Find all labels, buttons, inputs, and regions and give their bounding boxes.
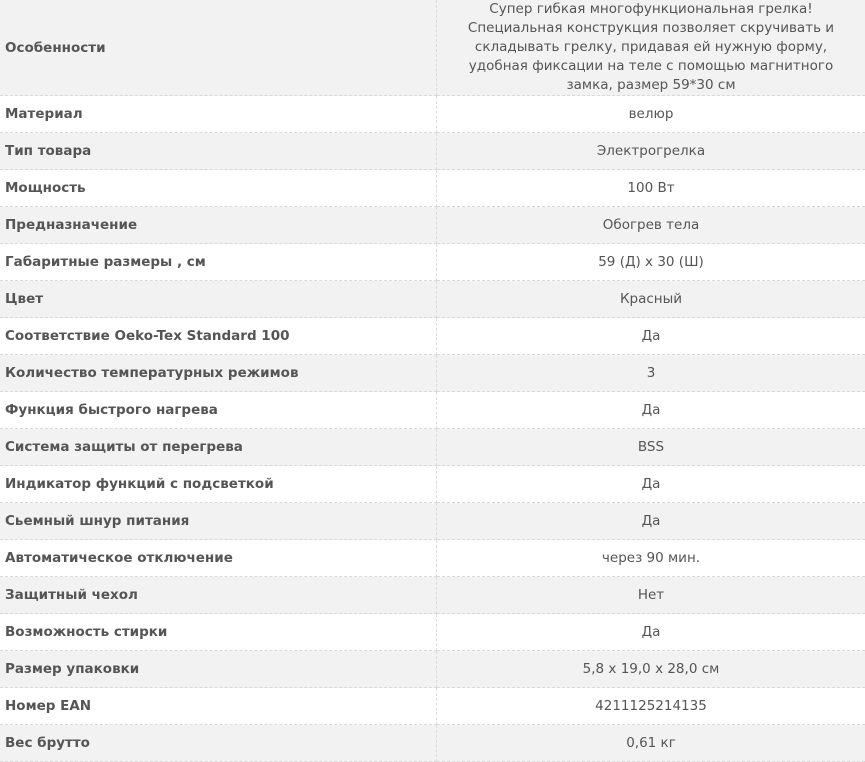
spec-value: BSS (437, 429, 865, 466)
spec-name: Размер упаковки (0, 651, 437, 688)
spec-value: Да (437, 503, 865, 540)
spec-row-features (0, 0, 865, 96)
spec-name: Цвет (0, 281, 437, 318)
spec-name: Функция быстрого нагрева (0, 392, 437, 429)
spec-value: 3 (437, 355, 865, 392)
spec-row-protective-cover (0, 577, 865, 614)
spec-value: Да (437, 614, 865, 651)
spec-row-gross-weight (0, 725, 865, 762)
spec-name: Защитный чехол (0, 577, 437, 614)
spec-row-quick-heat (0, 392, 865, 429)
spec-value: 100 Вт (437, 170, 865, 207)
spec-row-oeko-tex (0, 318, 865, 355)
spec-row-removable-cord (0, 503, 865, 540)
spec-name: Тип товара (0, 133, 437, 170)
spec-value: Нет (437, 577, 865, 614)
spec-value: 4211125214135 (437, 688, 865, 725)
spec-name: Возможность стирки (0, 614, 437, 651)
spec-value: Электрогрелка (437, 133, 865, 170)
spec-value: Обогрев тела (437, 207, 865, 244)
spec-row-product-type (0, 133, 865, 170)
spec-value: Да (437, 392, 865, 429)
spec-value: Да (437, 466, 865, 503)
spec-row-purpose (0, 207, 865, 244)
spec-row-dimensions (0, 244, 865, 281)
spec-value: велюр (437, 96, 865, 133)
spec-name: Соответствие Oeko-Tex Standard 100 (0, 318, 437, 355)
spec-row-package-size (0, 651, 865, 688)
spec-value: Супер гибкая многофункциональная грелка! Специальная конструкция позволяет скручивать и складывать грелку, придавая ей нужную форму, удобная фиксации на теле с помощью магнитного замка, размер 59*30 см (437, 0, 865, 96)
spec-name: Габаритные размеры , см (0, 244, 437, 281)
spec-row-power (0, 170, 865, 207)
spec-row-auto-shutoff (0, 540, 865, 577)
spec-name: Количество температурных режимов (0, 355, 437, 392)
spec-value: Красный (437, 281, 865, 318)
spec-row-ean (0, 688, 865, 725)
spec-name: Автоматическое отключение (0, 540, 437, 577)
spec-row-material (0, 96, 865, 133)
spec-row-overheat-protection (0, 429, 865, 466)
spec-value: 0,61 кг (437, 725, 865, 762)
spec-name: Сьемный шнур питания (0, 503, 437, 540)
spec-value: 59 (Д) x 30 (Ш) (437, 244, 865, 281)
spec-value: через 90 мин. (437, 540, 865, 577)
spec-name: Особенности (0, 0, 437, 96)
spec-name: Индикатор функций с подсветкой (0, 466, 437, 503)
spec-value: Да (437, 318, 865, 355)
spec-name: Материал (0, 96, 437, 133)
spec-name: Предназначение (0, 207, 437, 244)
spec-name: Вес брутто (0, 725, 437, 762)
spec-row-backlit-indicator (0, 466, 865, 503)
spec-name: Номер EAN (0, 688, 437, 725)
spec-row-temperature-modes (0, 355, 865, 392)
spec-name: Система защиты от перегрева (0, 429, 437, 466)
spec-value: 5,8 x 19,0 x 28,0 см (437, 651, 865, 688)
spec-row-color (0, 281, 865, 318)
spec-row-washable (0, 614, 865, 651)
spec-name: Мощность (0, 170, 437, 207)
